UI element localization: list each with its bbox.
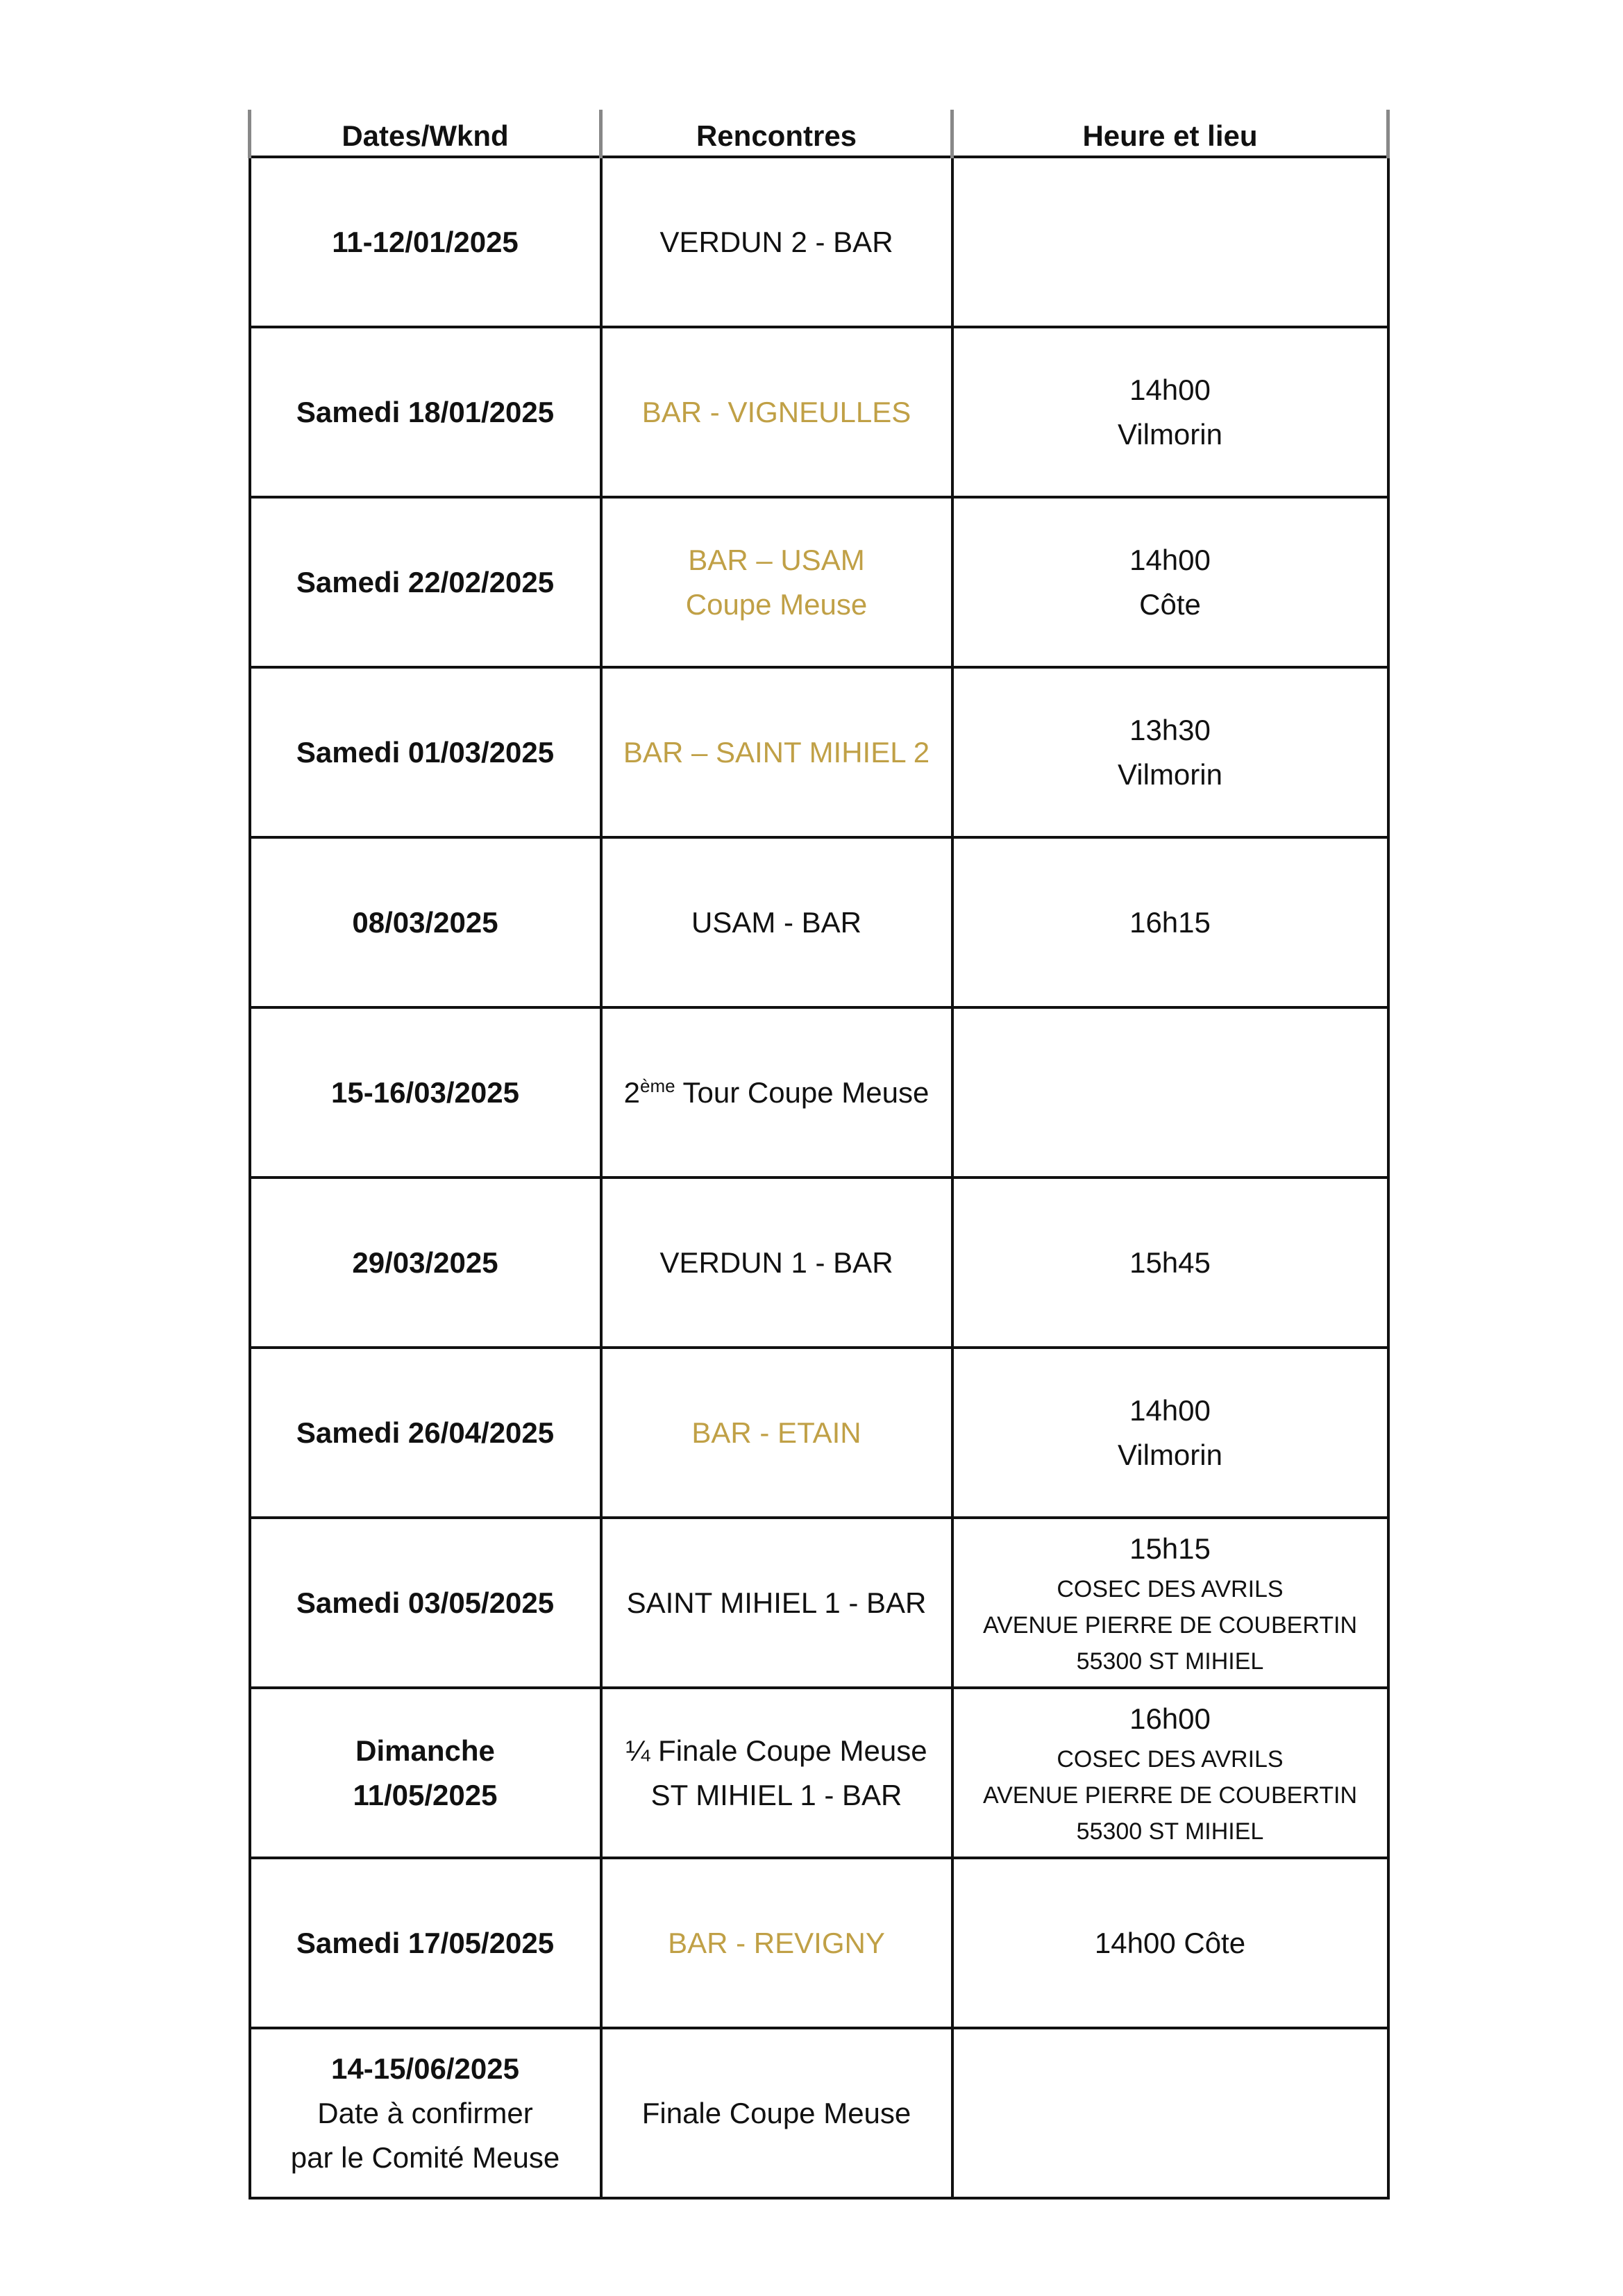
date-cell: [250, 1688, 601, 1858]
match-time: 13h30: [1129, 713, 1211, 746]
match-schedule-table: [248, 110, 1390, 2199]
date-value: 11/05/2025: [353, 1778, 498, 1811]
match-time: 14h00: [1129, 1393, 1211, 1427]
date-note: Date à confirmer: [317, 2096, 533, 2129]
date-cell: Samedi 03/05/2025: [250, 1518, 601, 1688]
header-rencontres: Rencontres: [601, 110, 952, 157]
table-row: [250, 1007, 1388, 1178]
match-cell: SAINT MIHIEL 1 - BAR: [601, 1518, 952, 1688]
table-row: [250, 1178, 1388, 1348]
date-cell: Samedi 22/02/2025: [250, 497, 601, 667]
match-time: 16h00: [1129, 1702, 1211, 1735]
time-place-cell: 15h45: [952, 1178, 1388, 1348]
date-cell: Samedi 01/03/2025: [250, 667, 601, 837]
date-cell: Samedi 18/01/2025: [250, 327, 601, 497]
date-cell: 29/03/2025: [250, 1178, 601, 1348]
table-row: [250, 1688, 1388, 1858]
time-place-cell: [952, 157, 1388, 327]
date-note: par le Comité Meuse: [290, 2140, 560, 2174]
match-time: 15h15: [1129, 1532, 1211, 1565]
table-row: [250, 157, 1388, 327]
venue-city: 55300 ST MIHIEL: [1076, 1818, 1264, 1845]
round-suffix: ème: [640, 1075, 675, 1096]
round-number: 2: [623, 1075, 640, 1109]
match-cell: BAR - ETAIN: [601, 1348, 952, 1518]
match-teams: BAR – USAM: [688, 543, 865, 576]
match-time: 14h00: [1129, 543, 1211, 576]
match-cell: [601, 497, 952, 667]
match-time: 14h00: [1129, 373, 1211, 406]
match-cell: [601, 1688, 952, 1858]
match-place: Vilmorin: [1118, 757, 1222, 791]
time-place-cell: [952, 497, 1388, 667]
venue-name: COSEC DES AVRILS: [1057, 1575, 1284, 1602]
time-place-cell: [952, 2028, 1388, 2198]
table-row: [250, 667, 1388, 837]
match-competition: ¼ Finale Coupe Meuse: [625, 1734, 927, 1767]
date-cell: Samedi 26/04/2025: [250, 1348, 601, 1518]
time-place-cell: [952, 1518, 1388, 1688]
table-row: [250, 327, 1388, 497]
time-place-cell: [952, 327, 1388, 497]
table-row: [250, 1518, 1388, 1688]
round-label: Tour Coupe Meuse: [675, 1075, 930, 1109]
table-header-row: [250, 110, 1388, 157]
date-day: Dimanche: [355, 1734, 495, 1767]
venue-street: AVENUE PIERRE DE COUBERTIN: [982, 1611, 1358, 1639]
match-place: Côte: [1139, 587, 1201, 621]
time-place-cell: [952, 1007, 1388, 1178]
match-place: Vilmorin: [1118, 417, 1222, 451]
time-place-cell: 16h15: [952, 837, 1388, 1007]
date-cell: Samedi 17/05/2025: [250, 1858, 601, 2028]
time-place-cell: 14h00 Côte: [952, 1858, 1388, 2028]
match-teams: ST MIHIEL 1 - BAR: [650, 1778, 902, 1811]
date-value: 14-15/06/2025: [331, 2052, 519, 2085]
venue-city: 55300 ST MIHIEL: [1076, 1648, 1264, 1675]
match-cell: USAM - BAR: [601, 837, 952, 1007]
match-cell: [601, 1007, 952, 1178]
table-row: [250, 1348, 1388, 1518]
date-cell: 15-16/03/2025: [250, 1007, 601, 1178]
venue-name: COSEC DES AVRILS: [1057, 1745, 1284, 1773]
match-cell: VERDUN 1 - BAR: [601, 1178, 952, 1348]
match-cell: Finale Coupe Meuse: [601, 2028, 952, 2198]
match-competition: Coupe Meuse: [685, 587, 868, 621]
venue-street: AVENUE PIERRE DE COUBERTIN: [982, 1782, 1358, 1809]
date-cell: 08/03/2025: [250, 837, 601, 1007]
match-cell: BAR – SAINT MIHIEL 2: [601, 667, 952, 837]
table-row: [250, 837, 1388, 1007]
match-cell: BAR - REVIGNY: [601, 1858, 952, 2028]
date-cell: 11-12/01/2025: [250, 157, 601, 327]
date-cell: [250, 2028, 601, 2198]
header-dates: Dates/Wknd: [250, 110, 601, 157]
match-cell: VERDUN 2 - BAR: [601, 157, 952, 327]
match-place: Vilmorin: [1118, 1438, 1222, 1471]
time-place-cell: [952, 667, 1388, 837]
match-cell: BAR - VIGNEULLES: [601, 327, 952, 497]
time-place-cell: [952, 1688, 1388, 1858]
table-row: [250, 1858, 1388, 2028]
header-heure-lieu: Heure et lieu: [952, 110, 1388, 157]
table-row: [250, 497, 1388, 667]
time-place-cell: [952, 1348, 1388, 1518]
table-row: [250, 2028, 1388, 2198]
